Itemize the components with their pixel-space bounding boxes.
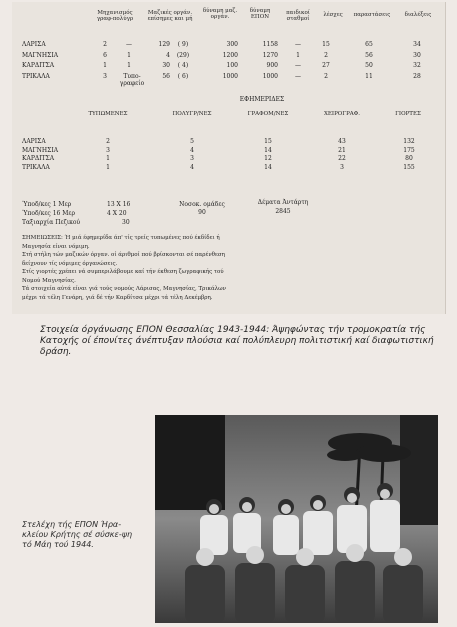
t2-row-name: ΜΑΓΝΗΣΙΑ: [22, 146, 59, 154]
t1-row-name: ΚΑΡΔΙΤΣΑ: [22, 62, 55, 69]
t1-cell: 300: [226, 41, 238, 48]
t2-cell: 155: [403, 163, 415, 171]
t1-row-name: ΤΡΙΚΑΛΑ: [22, 72, 50, 80]
t1-cell: 1200: [222, 51, 238, 59]
note-line: Νομού Μαγνησίας.: [22, 277, 76, 284]
t3-row-1-value: 4 Χ 20: [107, 210, 127, 217]
t1-header-2: δύναμη μαζ. οργάν.: [202, 8, 238, 20]
t1-cell: 56: [162, 72, 170, 80]
t2-cell: 3: [340, 163, 344, 171]
t1-cell: 1158: [262, 41, 278, 48]
t1-cell: 129: [158, 41, 170, 48]
t1-cell: 28: [413, 72, 421, 80]
t1-header-7: διαλέξεις: [404, 12, 432, 18]
t1-header-3: δύναμη ΕΠΟΝ: [249, 8, 271, 20]
t1-cell: (29): [176, 51, 190, 59]
group-photo: [155, 415, 438, 623]
t1-cell: 1: [296, 51, 300, 59]
t1-cell: 4: [166, 51, 170, 59]
t2-cell: 4: [190, 163, 194, 171]
t1-cell: 1270: [262, 51, 278, 59]
t2-cell: 12: [264, 155, 272, 162]
photo-caption: Στελέχη τής ΕΠΟΝ Ήρα-κλείου Κρήτης σέ σύσκε-ψη τό Μάη τού 1944.: [22, 520, 133, 549]
t1-row-name: ΛΑΡΙΣΑ: [22, 41, 46, 48]
note-line: μέχρι τά τέλη Γενάρη, γιά δέ τήν Καρδίτσα μέχρι τά τέλη Δεκέμβρη.: [22, 294, 213, 301]
t1-cell: 2: [103, 41, 107, 48]
t1-header-6: παραστάσεις: [353, 12, 391, 18]
t2-row-name: ΤΡΙΚΑΛΑ: [22, 163, 50, 171]
note-line: Μαγνησία είναι νόμιμη.: [22, 243, 90, 250]
t2-cell: 15: [264, 138, 272, 145]
t3-extra-0-label: Νοσοκ. ομάδες: [179, 201, 225, 208]
t1-cell: 30: [162, 62, 170, 69]
t2-cell: 1: [106, 163, 110, 171]
t2-header-4: ΓΙΟΡΤΕΣ: [395, 111, 421, 117]
t1-header-0: Μηχανισμός γραφ-πολύγρ: [96, 10, 134, 22]
t1-header-4: παιδικοί σταθμοί: [286, 10, 310, 22]
note-line: ΣΗΜΕΙΩΣΕΙΣ: Ή μιά έφημερίδα άπ' τίς τρείς τυπωμένες πού έκδίδει ή: [22, 235, 220, 241]
note-line: Στίς γιορτές χρέπει νά συμπεριλάβουμε καί τήν έκθεση ζωγραφικής τού: [22, 269, 224, 275]
t2-cell: 1: [106, 155, 110, 162]
t3-row-2-value: 30: [122, 219, 130, 226]
t1-cell: 27: [322, 62, 330, 69]
t2-cell: 4: [190, 146, 194, 154]
note-line: Στή στήλη τών μαζικών όργαν. οί άριθμοί πού βρίσκονται σέ παρένθεση: [22, 252, 225, 258]
t1-cell: 1: [127, 51, 131, 59]
t3-row-0-value: 13 Χ 16: [107, 201, 131, 208]
t2-cell: 132: [403, 138, 415, 145]
t2-group-title: ΕΦΗΜΕΡΙΔΕΣ: [239, 96, 285, 103]
t1-header-1: Μαζικές οργάν. επίσημες και μή: [147, 10, 193, 22]
note-line: Τά στοιχεία αύτά είναι γιά τούς νομούς Λάρισας, Μαγνησίας, Τρικάλων: [22, 286, 226, 292]
t3-row-1-name: Ύποδ/κες 16 Μερ: [22, 210, 76, 217]
t2-cell: 175: [403, 146, 415, 154]
t1-cell: 11: [365, 72, 373, 80]
t1-cell: 32: [413, 62, 421, 69]
t2-cell: 14: [264, 146, 272, 154]
t2-cell: 5: [190, 138, 194, 145]
t2-cell: 80: [405, 155, 413, 162]
t3-extra-1-label: Δέματα Άντάρτη: [257, 199, 309, 206]
t3-row-0-name: Ύποδ/κες 1 Μερ: [22, 201, 72, 208]
t1-cell: 1000: [262, 72, 278, 80]
t3-row-2-name: Ταξιαρχία Πεζικού: [22, 219, 81, 226]
group-photo-image: [155, 415, 438, 623]
t2-row-name: ΛΑΡΙΣΑ: [22, 138, 46, 145]
t1-cell: —: [295, 41, 301, 48]
t1-cell: ( 9): [177, 41, 189, 48]
t1-cell: 65: [365, 41, 373, 48]
t1-cell: 6: [103, 51, 107, 59]
t2-row-name: ΚΑΡΔΙΤΣΑ: [22, 155, 55, 162]
t1-cell: 50: [365, 62, 373, 69]
t2-cell: 43: [338, 138, 346, 145]
t1-cell: ( 4): [177, 62, 189, 69]
t1-cell: ( 6): [177, 72, 189, 80]
t1-cell: —: [126, 41, 132, 48]
t1-cell: 1000: [222, 72, 238, 80]
t2-cell: 3: [190, 155, 194, 162]
t2-header-1: ΠΟΛΥΓΡ/ΝΕΣ: [172, 111, 212, 117]
t2-header-3: ΧΕΙΡΟΓΡΑΦ.: [323, 111, 361, 117]
t2-cell: 14: [264, 163, 272, 171]
t1-cell: 1: [103, 62, 107, 69]
t1-cell: 56: [365, 51, 373, 59]
t1-cell: —: [295, 72, 301, 80]
statistics-clipping: [12, 2, 446, 314]
t1-cell: 30: [413, 51, 421, 59]
main-caption: Στοιχεία όργάνωσης ΕΠΟΝ Θεσσαλίας 1943-1944: Άψηφώντας τήν τρομοκρατία τής Κατοχής οί έπονίτες άνέπτυξαν πλούσια καί πολύπλευρη πολιτιστική καί διαφωτιστική δράση.: [40, 325, 434, 357]
t2-cell: 3: [106, 146, 110, 154]
t2-cell: 2: [106, 138, 110, 145]
note-line: δείχνουν τίς νόμιμες όργανώσεις.: [22, 260, 118, 267]
t2-cell: 21: [338, 146, 346, 154]
t2-header-0: ΤΥΠΩΜΕΝΕΣ: [88, 111, 128, 117]
t2-cell: 22: [338, 155, 346, 162]
t1-row-name: ΜΑΓΝΗΣΙΑ: [22, 51, 59, 59]
t3-extra-1-value: 2845: [275, 208, 291, 215]
t1-cell: Τυπο-γραφείο: [119, 72, 145, 87]
t1-cell: 15: [322, 41, 330, 48]
t1-cell: 2: [324, 51, 328, 59]
t2-header-2: ΓΡΑΦΟΜ/ΝΕΣ: [247, 111, 289, 117]
t1-cell: 900: [266, 62, 278, 69]
t1-cell: 3: [103, 72, 107, 80]
t1-cell: —: [295, 62, 301, 69]
t1-cell: 100: [226, 62, 238, 69]
t1-cell: 34: [413, 41, 421, 48]
t1-cell: 2: [324, 72, 328, 80]
t3-extra-0-value: 90: [198, 209, 206, 216]
t1-header-5: λέσχες: [323, 12, 343, 18]
t1-cell: 1: [127, 62, 131, 69]
